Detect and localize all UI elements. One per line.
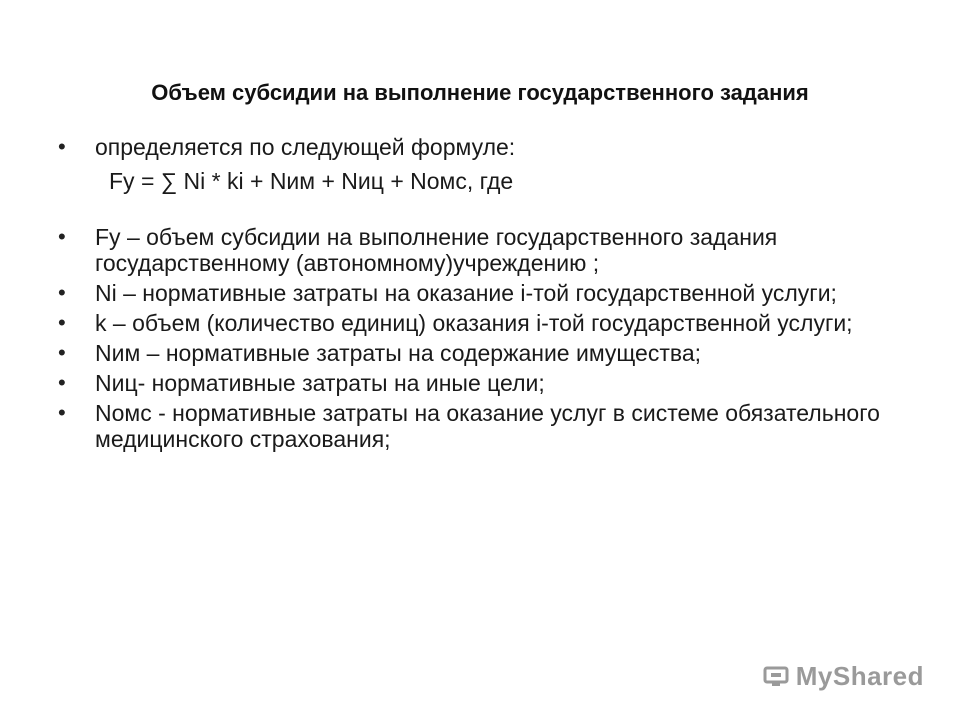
formula: Fу = ∑ Ni * ki + Nим + Nиц + Nомс, где [109,168,514,194]
list-item [58,340,918,366]
list-item-text: k – объем (количество единиц) оказания i-той государственной услуги; [95,310,853,336]
list-item-text: Fу – объем субсидии на выполнение государственного задания государственному (автономному)учреждению ; [95,224,778,276]
list-item-text: Nомс - нормативные затраты на оказание услуг в системе обязательного медицинского страхования; [95,400,880,452]
list-item [58,280,918,306]
list-item-text: определяется по следующей формуле: [95,134,516,160]
list-item [58,370,918,396]
watermark [762,661,924,692]
list-item-text: Nим – нормативные затраты на содержание имущества; [95,340,702,366]
watermark-label: MyShared [795,661,924,691]
list-item [58,224,918,276]
slide-title: Объем субсидии на выполнение государственного задания [151,80,809,105]
list-item [58,400,918,452]
list-item [58,134,918,194]
list-item-text: Ni – нормативные затраты на оказание i-той государственной услуги; [95,280,837,306]
list-item [58,310,918,336]
list-item-text: Nиц- нормативные затраты на иные цели; [95,370,545,396]
spacer [58,198,918,224]
myshared-logo-icon [762,665,790,689]
bullet-list [58,134,918,456]
